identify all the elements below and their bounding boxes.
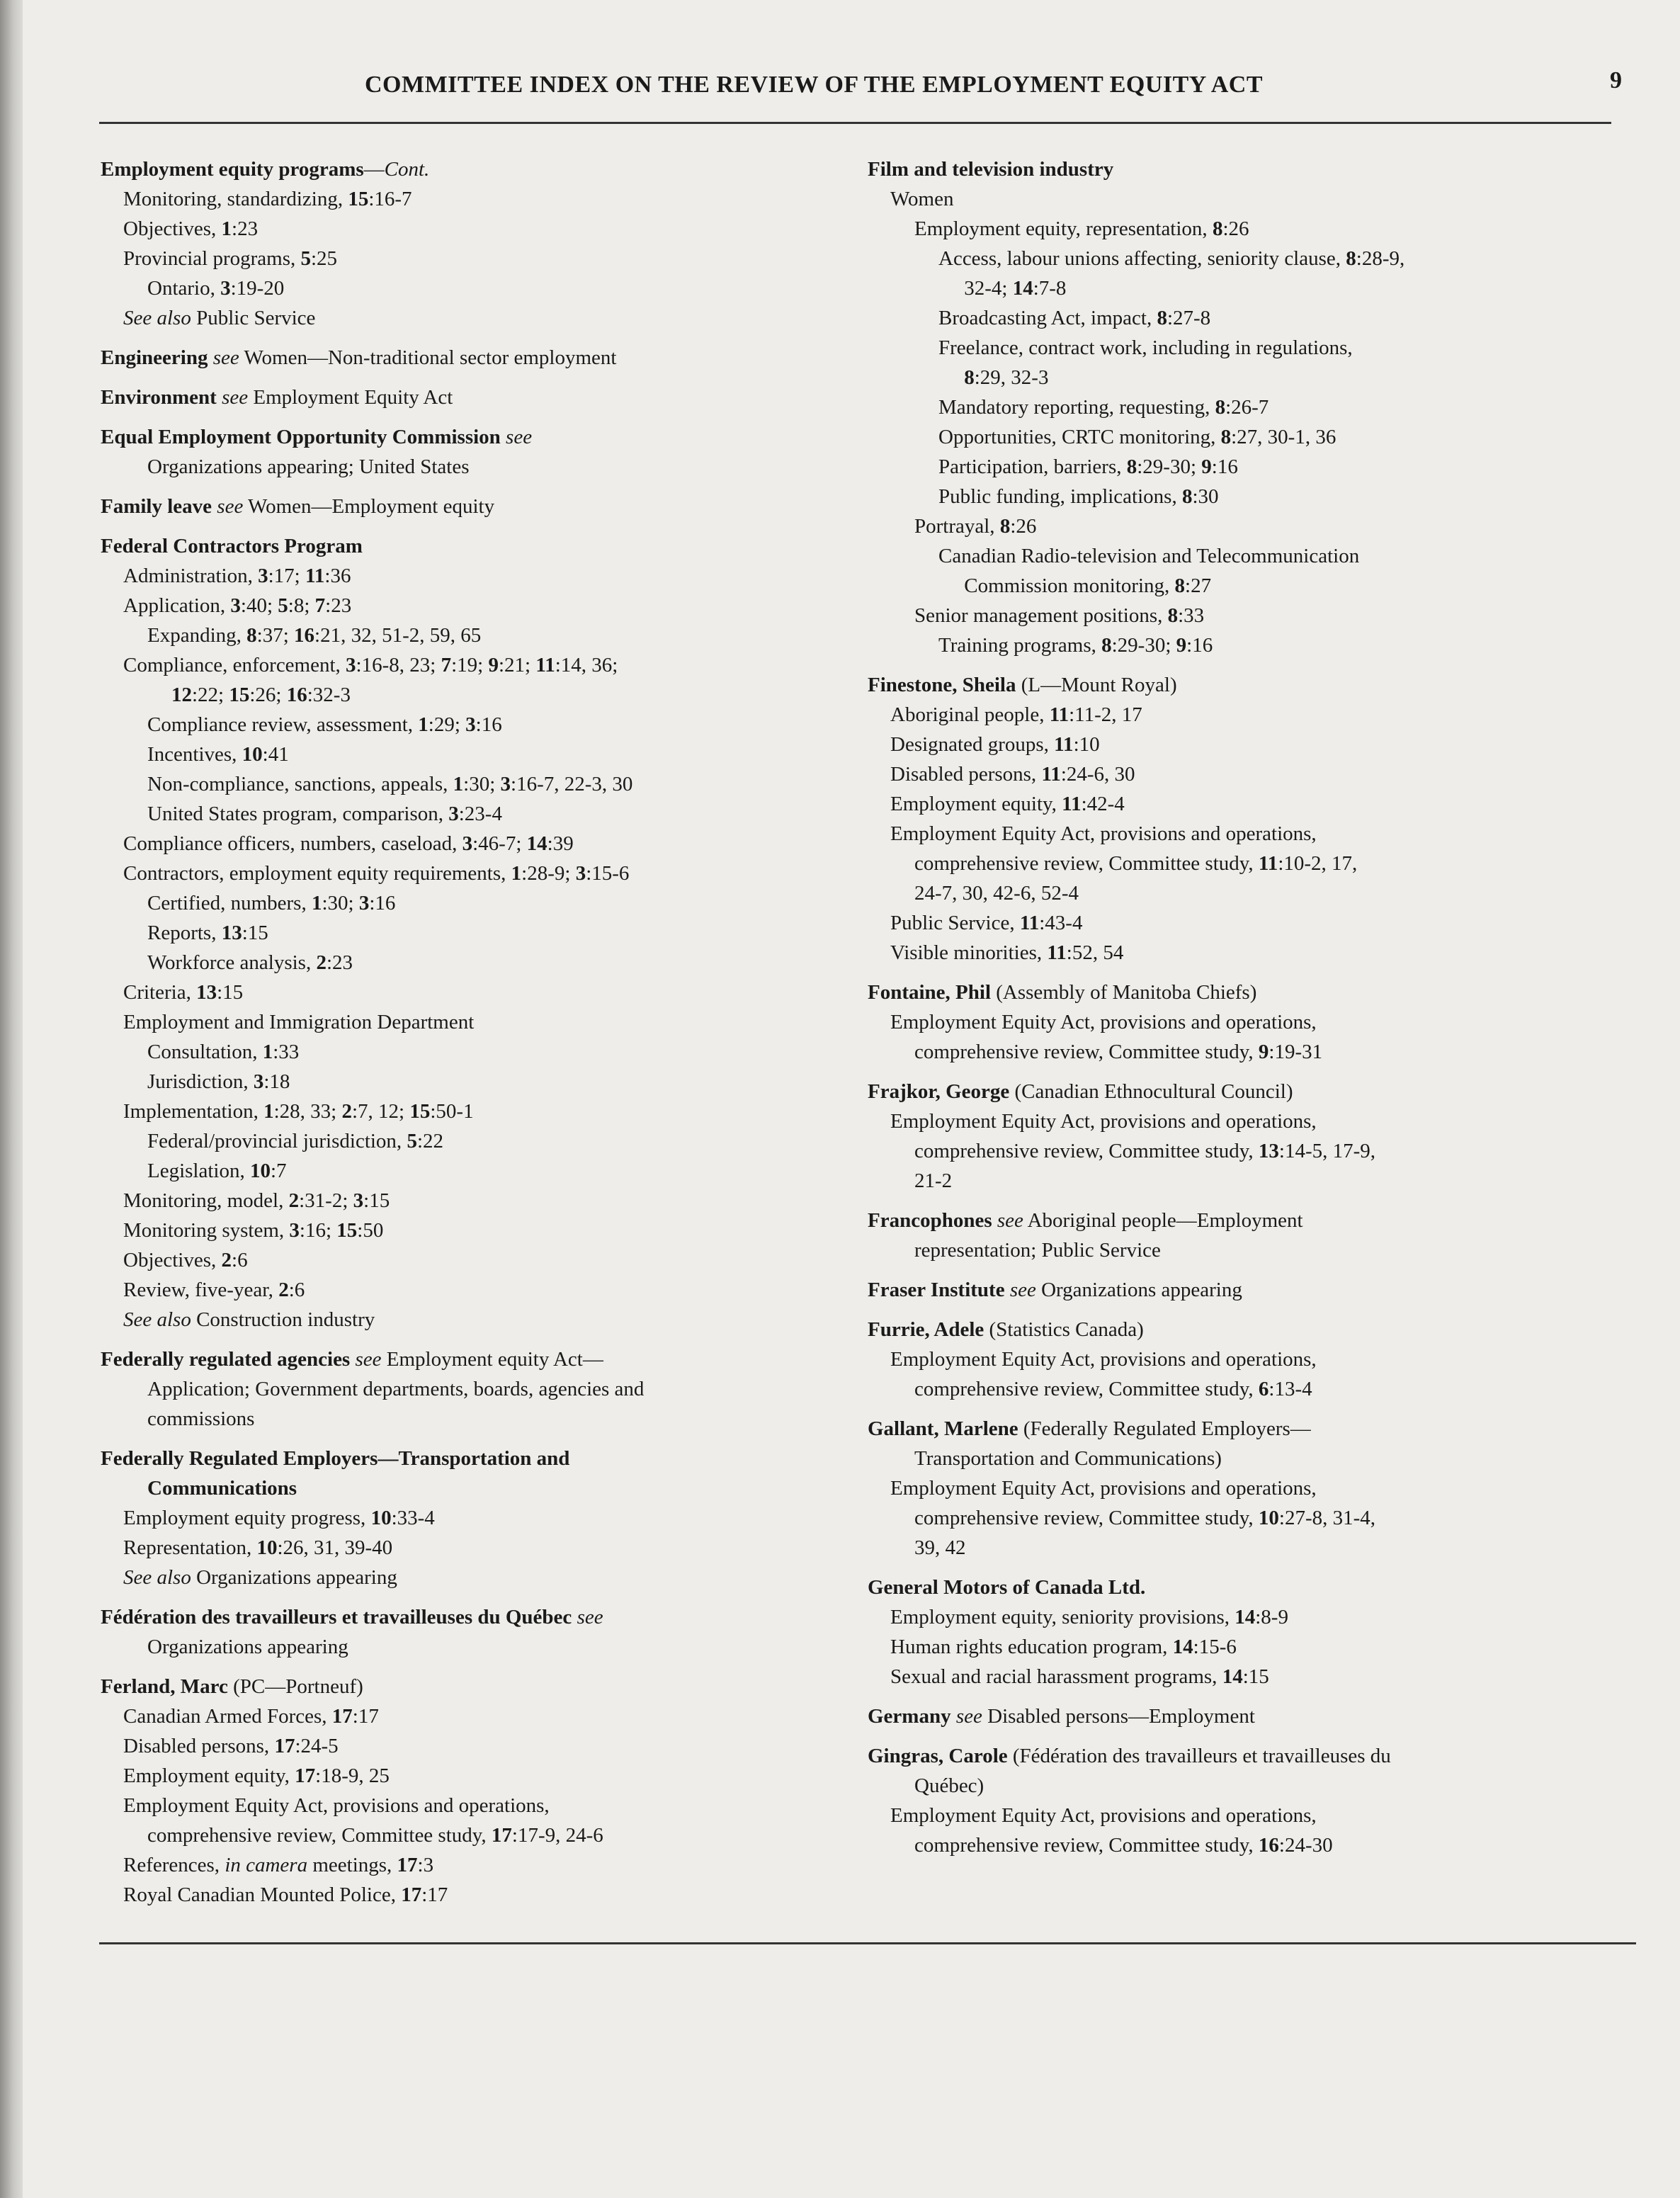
index-subentry: Monitoring system, 3:16; 15:50 (123, 1219, 384, 1242)
index-subentry: Employment and Immigration Department (123, 1011, 475, 1033)
index-subentry: 12:22; 15:26; 16:32-3 (171, 684, 351, 706)
index-subentry: See also Construction industry (123, 1308, 375, 1331)
index-heading: Fédération des travailleurs et travailleuses du Québec see (101, 1606, 603, 1628)
index-subentry: Aboriginal people, 11:11-2, 17 (890, 703, 1142, 726)
index-entry (868, 1315, 1608, 1404)
index-subentry: Canadian Radio-television and Telecommunication (938, 545, 1360, 567)
index-subentry: Participation, barriers, 8:29-30; 9:16 (938, 455, 1238, 478)
index-subentry: 32-4; 14:7-8 (938, 277, 1067, 300)
index-subentry: Access, labour unions affecting, seniority clause, 8:28-9, (938, 247, 1405, 270)
index-entry (101, 492, 841, 521)
index-subentry: United States program, comparison, 3:23-4 (147, 803, 502, 825)
index-entry (101, 154, 841, 333)
index-subentry: Compliance officers, numbers, caseload, 3:46-7; 14:39 (123, 832, 574, 855)
index-entry (868, 978, 1608, 1067)
index-subentry: Employment Equity Act, provisions and operations, (890, 1110, 1317, 1133)
index-subentry: Senior management positions, 8:33 (914, 604, 1205, 627)
index-entry (101, 383, 841, 412)
index-subentry: Employment equity, representation, 8:26 (914, 217, 1249, 240)
index-heading: General Motors of Canada Ltd. (868, 1576, 1146, 1599)
index-entry (868, 1573, 1608, 1692)
index-subentry: Certified, numbers, 1:30; 3:16 (147, 892, 396, 914)
running-head: COMMITTEE INDEX ON THE REVIEW OF THE EMPLOYMENT EQUITY ACT (365, 72, 1263, 98)
index-entry (101, 1344, 841, 1434)
index-subentry: Employment Equity Act, provisions and operations, (123, 1794, 550, 1817)
index-heading: Finestone, Sheila (L—Mount Royal) (868, 674, 1177, 696)
index-column-right (868, 154, 1608, 1870)
index-subentry: Broadcasting Act, impact, 8:27-8 (938, 307, 1211, 329)
index-heading: Federal Contractors Program (101, 535, 363, 557)
index-subentry: comprehensive review, Committee study, 17:17-9, 24-6 (147, 1824, 603, 1847)
index-subentry: Consultation, 1:33 (147, 1041, 300, 1063)
index-subentry: Jurisdiction, 3:18 (147, 1070, 290, 1093)
index-entry (101, 343, 841, 373)
index-entry (868, 154, 1608, 660)
index-subentry: Organizations appearing; United States (147, 455, 470, 478)
index-subentry: Employment equity, 11:42-4 (890, 793, 1125, 815)
footer-rule (99, 1942, 1636, 1944)
index-subentry: Opportunities, CRTC monitoring, 8:27, 30-1, 36 (938, 426, 1336, 448)
index-subentry: comprehensive review, Committee study, 6:13-4 (914, 1378, 1312, 1400)
index-subentry: Public Service, 11:43-4 (890, 912, 1083, 934)
index-heading: Gingras, Carole (Fédération des travailleurs et travailleuses du (868, 1745, 1391, 1767)
index-subentry: Training programs, 8:29-30; 9:16 (938, 634, 1213, 657)
index-subentry: 21-2 (914, 1169, 953, 1192)
index-subentry: Provincial programs, 5:25 (123, 247, 338, 270)
index-column-left (101, 154, 841, 1920)
index-heading: Fontaine, Phil (Assembly of Manitoba Chiefs) (868, 981, 1257, 1004)
index-heading: Germany see Disabled persons—Employment (868, 1705, 1255, 1728)
index-entry (868, 670, 1608, 968)
index-subentry: Expanding, 8:37; 16:21, 32, 51-2, 59, 65 (147, 624, 482, 647)
index-subentry: Objectives, 1:23 (123, 217, 259, 240)
page-header (99, 67, 1636, 124)
index-subentry: 8:29, 32-3 (964, 366, 1049, 389)
index-subentry: commissions (147, 1407, 255, 1430)
index-subentry: comprehensive review, Committee study, 16:24-30 (914, 1834, 1333, 1857)
index-subentry: 24-7, 30, 42-6, 52-4 (914, 882, 1079, 905)
index-subentry: Commission monitoring, 8:27 (938, 574, 1212, 597)
index-subentry: Disabled persons, 17:24-5 (123, 1735, 339, 1757)
index-heading: Employment equity programs—Cont. (101, 158, 430, 181)
index-heading: Furrie, Adele (Statistics Canada) (868, 1318, 1144, 1341)
index-subentry: Employment equity, 17:18-9, 25 (123, 1764, 390, 1787)
index-entry (101, 1444, 841, 1592)
header-rule (99, 122, 1611, 124)
index-subentry: See also Organizations appearing (123, 1566, 397, 1589)
index-subentry: Legislation, 10:7 (147, 1160, 287, 1182)
index-subentry: Canadian Armed Forces, 17:17 (123, 1705, 379, 1728)
index-subentry: Application, 3:40; 5:8; 7:23 (123, 594, 352, 617)
index-subentry: Implementation, 1:28, 33; 2:7, 12; 15:50-1 (123, 1100, 474, 1123)
index-subentry: Employment Equity Act, provisions and operations, (890, 822, 1317, 845)
index-subentry: Employment Equity Act, provisions and operations, (890, 1011, 1317, 1033)
index-subentry: Sexual and racial harassment programs, 14:15 (890, 1665, 1269, 1688)
index-heading: Environment see Employment Equity Act (101, 386, 453, 409)
index-subentry: Employment equity, seniority provisions, 14:8-9 (890, 1606, 1288, 1628)
index-subentry: Application; Government departments, boards, agencies and (147, 1378, 645, 1400)
index-subentry: Compliance, enforcement, 3:16-8, 23; 7:19; 9:21; 11:14, 36; (123, 654, 618, 676)
index-subentry: Communications (147, 1477, 297, 1500)
index-subentry: Public funding, implications, 8:30 (938, 485, 1219, 508)
index-heading: Family leave see Women—Employment equity (101, 495, 495, 518)
index-entry (101, 1672, 841, 1910)
index-subentry: Transportation and Communications) (914, 1447, 1222, 1470)
index-subentry: representation; Public Service (914, 1239, 1161, 1262)
index-subentry: Employment Equity Act, provisions and operations, (890, 1804, 1317, 1827)
index-entry (101, 422, 841, 482)
index-heading: Federally Regulated Employers—Transportation and (101, 1447, 570, 1470)
index-subentry: Employment Equity Act, provisions and operations, (890, 1348, 1317, 1371)
index-subentry: Contractors, employment equity requirements, 1:28-9; 3:15-6 (123, 862, 630, 885)
index-entry (868, 1741, 1608, 1860)
index-subentry: Representation, 10:26, 31, 39-40 (123, 1536, 393, 1559)
book-spine-shadow (0, 0, 23, 2198)
index-subentry: comprehensive review, Committee study, 13:14-5, 17-9, (914, 1140, 1376, 1162)
index-subentry: Disabled persons, 11:24-6, 30 (890, 763, 1135, 786)
index-subentry: comprehensive review, Committee study, 11:10-2, 17, (914, 852, 1358, 875)
index-subentry: Non-compliance, sanctions, appeals, 1:30; 3:16-7, 22-3, 30 (147, 773, 633, 795)
index-subentry: Review, five-year, 2:6 (123, 1279, 305, 1301)
index-subentry: See also Public Service (123, 307, 316, 329)
index-subentry: References, in camera meetings, 17:3 (123, 1854, 434, 1876)
index-subentry: Freelance, contract work, including in regulations, (938, 336, 1353, 359)
index-subentry: Monitoring, standardizing, 15:16-7 (123, 188, 412, 210)
index-subentry: Criteria, 13:15 (123, 981, 244, 1004)
index-subentry: Federal/provincial jurisdiction, 5:22 (147, 1130, 443, 1152)
index-subentry: Monitoring, model, 2:31-2; 3:15 (123, 1189, 390, 1212)
index-heading: Federally regulated agencies see Employment equity Act— (101, 1348, 603, 1371)
index-heading: Francophones see Aboriginal people—Employment (868, 1209, 1303, 1232)
index-heading: Fraser Institute see Organizations appearing (868, 1279, 1242, 1301)
index-subentry: Royal Canadian Mounted Police, 17:17 (123, 1883, 448, 1906)
index-entry (868, 1414, 1608, 1563)
index-entry (101, 1602, 841, 1662)
index-subentry: comprehensive review, Committee study, 9:19-31 (914, 1041, 1323, 1063)
index-entry (868, 1275, 1608, 1305)
index-subentry: Employment equity progress, 10:33-4 (123, 1507, 435, 1529)
index-subentry: Human rights education program, 14:15-6 (890, 1636, 1237, 1658)
index-entry (868, 1077, 1608, 1196)
index-subentry: 39, 42 (914, 1536, 966, 1559)
index-subentry: Organizations appearing (147, 1636, 348, 1658)
index-entry (868, 1701, 1608, 1731)
index-subentry: Employment Equity Act, provisions and operations, (890, 1477, 1317, 1500)
index-heading: Gallant, Marlene (Federally Regulated Employers— (868, 1417, 1311, 1440)
page-number: 9 (1610, 67, 1622, 94)
index-heading: Ferland, Marc (PC—Portneuf) (101, 1675, 363, 1698)
index-subentry: Designated groups, 11:10 (890, 733, 1100, 756)
index-heading: Equal Employment Opportunity Commission see (101, 426, 533, 448)
index-subentry: Workforce analysis, 2:23 (147, 951, 353, 974)
index-subentry: Québec) (914, 1774, 984, 1797)
index-subentry: Objectives, 2:6 (123, 1249, 248, 1271)
index-subentry: Women (890, 188, 954, 210)
index-subentry: Ontario, 3:19-20 (147, 277, 285, 300)
index-heading: Engineering see Women—Non-traditional sector employment (101, 346, 617, 369)
index-subentry: comprehensive review, Committee study, 10:27-8, 31-4, (914, 1507, 1376, 1529)
index-subentry: Compliance review, assessment, 1:29; 3:16 (147, 713, 502, 736)
index-subentry: Reports, 13:15 (147, 922, 268, 944)
index-subentry: Mandatory reporting, requesting, 8:26-7 (938, 396, 1269, 419)
index-heading: Film and television industry (868, 158, 1114, 181)
index-entry (101, 531, 841, 1335)
index-subentry: Incentives, 10:41 (147, 743, 289, 766)
index-heading: Frajkor, George (Canadian Ethnocultural Council) (868, 1080, 1293, 1103)
index-subentry: Portrayal, 8:26 (914, 515, 1037, 538)
index-subentry: Administration, 3:17; 11:36 (123, 565, 351, 587)
index-subentry: Visible minorities, 11:52, 54 (890, 941, 1124, 964)
index-entry (868, 1206, 1608, 1265)
